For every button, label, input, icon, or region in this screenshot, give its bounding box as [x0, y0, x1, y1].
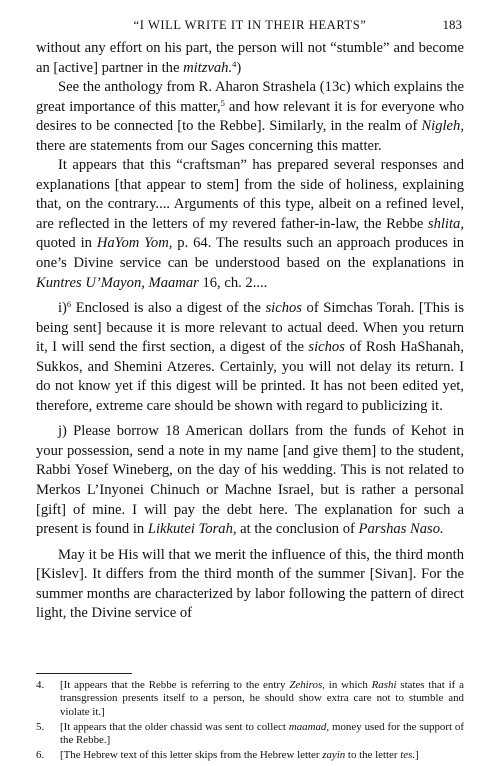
page-number: 183 [442, 17, 462, 32]
italic-term: mitzvah. [183, 59, 233, 76]
body-text [36, 39, 464, 624]
text-run: states that if a transgression presents itself to a person, he should show extra care not to stumble and violate it.] [60, 679, 465, 718]
text-run: quoted in [36, 235, 97, 252]
text-run: May it be His will that we merit the influence of this, the third month [Kislev]. It differs from the third month of the summer [Sivan]. For the summer months are characterized by labor following the pattern of direct light, the Divine service of [36, 546, 464, 622]
text-run: ) [236, 59, 242, 76]
italic-term: Nigleh, [421, 118, 464, 135]
paragraph-continuation [36, 39, 464, 78]
footnote-text [60, 679, 464, 719]
paragraph-anthology [36, 78, 464, 156]
running-title: “I WILL WRITE IT IN THEIR HEARTS” [133, 18, 367, 32]
text-run: ] [415, 749, 419, 762]
text-run: and how relevant it is for everyone who desires to be connected [to the Rebbe]. Similarly, in the realm of [36, 98, 464, 135]
footnote-ref: 6 [66, 299, 72, 310]
italic-term: tes. [400, 749, 416, 762]
italic-term: Rashi [371, 679, 397, 691]
paragraph-j [36, 422, 464, 539]
paragraph-i [36, 299, 464, 416]
text-run: [The Hebrew text of this letter skips from the Hebrew letter [60, 749, 323, 762]
text-run: Enclosed is also a digest of the [71, 300, 266, 317]
footnote-number: 5. [36, 720, 45, 733]
footnote-item [36, 749, 464, 762]
italic-term: sichos [308, 339, 345, 356]
text-run: without any effort on his part, the person will not “stumble” and become an [active] partner in the [36, 40, 464, 76]
footnote-item [36, 721, 464, 748]
footnote-number: 6. [36, 749, 45, 762]
text-run: See the anthology from R. Aharon Strashela (13c) which explains the great importance of this matter, [36, 79, 464, 115]
text-run: i) [58, 300, 67, 317]
footnote-ref: 5 [220, 97, 225, 108]
italic-term: Kuntres U’Mayon, Maamar [36, 274, 199, 291]
italic-term: HaYom Yom, [96, 235, 173, 252]
italic-term: Parshas Naso. [358, 521, 444, 538]
text-run: [It appears that the older chassid was sent to collect [60, 720, 289, 733]
footnote-divider [36, 673, 132, 674]
italic-term: Likkutei Torah, [147, 521, 237, 538]
text-run: in which [324, 679, 372, 691]
footnote-number: 4. [36, 679, 45, 691]
footnote-ref: 4 [232, 58, 237, 69]
italic-term: Zehiros, [289, 679, 325, 691]
italic-term: sichos [265, 300, 302, 317]
text-run: at the conclusion of [236, 521, 359, 538]
text-run: there are statements from our Sages concerning this matter. [36, 137, 382, 154]
text-run: of Rosh HaShanah, Sukkos, and Shemini Atzeres. Certainly, you will not delay its return. I do not know yet if this digest will be printed. It has not been edited yet, therefore, extreme care should be shown with regard to publicizing it. [36, 339, 464, 414]
paragraph-craftsman [36, 156, 464, 293]
text-run: money used for the support of the Rebbe.] [60, 720, 465, 747]
text-run: It appears that this “craftsman” has prepared several responses and explanations [that appear to stem] from the side of holiness, explaining that, on the contrary.... Arguments of this type, albeit on a refined level, are reflected in the letters of my revered father-in-law, the Rebbe [36, 157, 464, 232]
text-run: j) Please borrow 18 American dollars from the funds of Kehot in your possession, send a note in my name [and give them] to the student, Rabbi Yosef Wineberg, on the day of his wedding. This is not related to Merkos L’Inyonei Chinuch or Machne Israel, but is rather a personal [gift] of mine. I will pay the debt here. The explanation for such a present is found in [36, 423, 464, 538]
italic-term: maamad, [288, 720, 330, 733]
text-run: of Simchas Torah. [This is being sent] because it is more relevant to actual deed. When you return it, I will send the first section, a digest of the [36, 300, 465, 356]
paragraph-third-month [36, 546, 464, 624]
italic-term: zayin [322, 749, 346, 762]
text-run: [It appears that the Rebbe is referring to the entry [60, 679, 290, 691]
text-run: p. 64. The results such an approach produces in one’s Divine service can be understood based on the explanations in [36, 235, 465, 272]
page-header [36, 16, 464, 34]
footnote-item [36, 679, 464, 719]
italic-term: shlita, [427, 215, 464, 232]
footnotes [36, 679, 464, 765]
footnote-text [60, 749, 464, 762]
text-run: 16, ch. 2.... [198, 274, 268, 291]
text-run: to the letter [345, 749, 401, 762]
footnote-text [60, 721, 464, 748]
